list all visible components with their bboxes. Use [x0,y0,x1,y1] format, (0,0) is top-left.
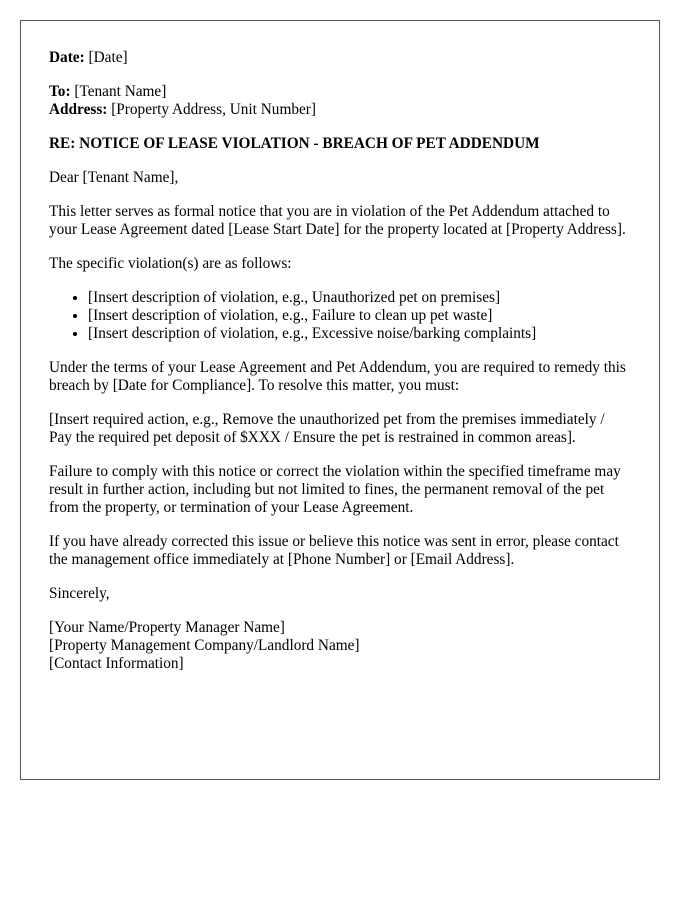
recipient-block [49,83,631,119]
intro-paragraph: This letter serves as formal notice that you are in violation of the Pet Addendum attached to your Lease Agreement dated [Lease Start Date] for the property located at [Property Address]. [49,203,626,238]
to-label: To: [49,83,71,100]
violations-intro: The specific violation(s) are as follows: [49,255,292,272]
letter-document [20,20,660,780]
contact-paragraph: If you have already corrected this issue or believe this notice was sent in error, please contact the management office immediately at [Phone Number] or [Email Address]. [49,533,619,568]
consequences-paragraph: Failure to comply with this notice or correct the violation within the specified timeframe may result in further action, including but not limited to fines, the permanent removal of the pet from the property, or termination of your Lease Agreement. [49,463,621,516]
signature-contact: [Contact Information] [49,655,184,672]
signature-name: [Your Name/Property Manager Name] [49,619,285,636]
signature-company: [Property Management Company/Landlord Name] [49,637,360,654]
to-line [49,83,631,101]
subject-line: RE: NOTICE OF LEASE VIOLATION - BREACH OF PET ADDENDUM [49,135,540,152]
signature-block [49,619,631,673]
address-label: Address: [49,101,108,118]
violation-item: • [Insert description of violation, e.g., Failure to clean up pet waste] [88,307,631,325]
violation-item: • [Insert description of violation, e.g., Unauthorized pet on premises] [88,289,631,307]
date-value: [Date] [88,49,128,66]
date-label: Date: [49,49,85,66]
violations-list [49,289,631,343]
remedy-paragraph: Under the terms of your Lease Agreement and Pet Addendum, you are required to remedy this breach by [Date for Compliance]. To resolve this matter, you must: [49,359,626,394]
closing: Sincerely, [49,585,110,602]
required-action-paragraph: [Insert required action, e.g., Remove the unauthorized pet from the premises immediately / Pay the required pet deposit of $XXX / Ensure the pet is restrained in common areas]. [49,411,605,446]
violation-item: • [Insert description of violation, e.g., Excessive noise/barking complaints] [88,325,631,343]
date-line [49,49,631,67]
salutation: Dear [Tenant Name], [49,169,179,186]
to-value: [Tenant Name] [74,83,167,100]
address-line [49,101,631,119]
address-value: [Property Address, Unit Number] [111,101,316,118]
